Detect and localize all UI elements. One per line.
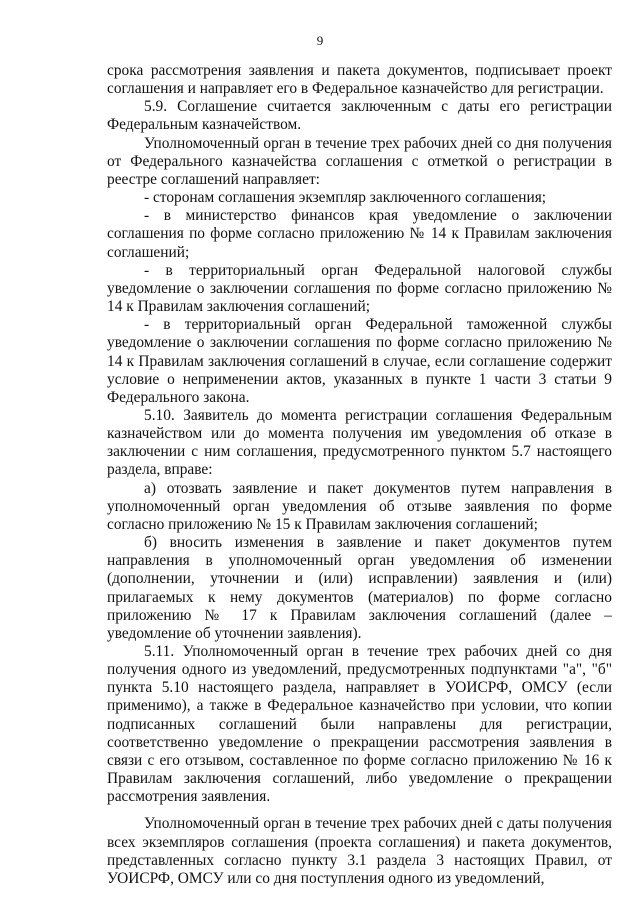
list-item: б) вносить изменения в заявление и пакет документов путем направления в уполномоченный орган уведомления об изменении (дополнении, уточнении и (или) исправлении) заявления и (или) прилагаемых к нему документов (материалов) по форме согласно приложению № 17 к Правилам заключения соглашений (далее – уведомление об уточнении заявления). — [107, 534, 612, 642]
list-item: - в территориальный орган Федеральной таможенной службы уведомление о заключении соглашения по форме согласно приложению № 14 к Правилам заключения соглашений в случае, если соглашение содержит условие о неприменении актов, указанных в пункте 1 части 3 статьи 9 Федерального закона. — [107, 316, 612, 406]
list-item: - в территориальный орган Федеральной налоговой службы уведомление о заключении соглашения по форме согласно приложению № 14 к Правилам заключения соглашений; — [107, 261, 612, 316]
paragraph: 5.11. Уполномоченный орган в течение трех рабочих дней со дня получения одного из уведомлений, предусмотренных подпунктами "а", "б" пункта 5.10 настоящего раздела, направляет в УОИСРФ, ОМСУ (если применимо), а также в Федеральное казначейство при условии, что копии подписанных соглашений были направлены для регистрации, соответственно уведомление о прекращении рассмотрения заявления в связи с его отзывом, составленное по форме согласно приложению № 16 к Правилам заключения соглашений, либо уведомление о прекращении рассмотрения заявления. — [107, 643, 612, 806]
paragraph: 5.10. Заявитель до момента регистрации соглашения Федеральным казначейством или до момента получения им уведомления об отказе в заключении с ним соглашения, предусмотренного пунктом 5.7 настоящего раздела, вправе: — [107, 406, 612, 479]
paragraph: Уполномоченный орган в течение трех рабочих дней со дня получения от Федерального казначейства соглашения с отметкой о регистрации в реестре соглашений направляет: — [107, 134, 612, 188]
paragraph: срока рассмотрения заявления и пакета документов, подписывает проект соглашения и направляет его в Федеральное казначейство для регистрации. — [107, 62, 612, 98]
document-body — [107, 62, 612, 888]
list-item: - в министерство финансов края уведомление о заключении соглашения по форме согласно приложению № 14 к Правилам заключения соглашений; — [107, 207, 612, 261]
paragraph: Уполномоченный орган в течение трех рабочих дней с даты получения всех экземпляров соглашения (проекта соглашения) и пакета документов, представленных согласно пункту 3.1 раздела 3 настоящих Правил, от УОИСРФ, ОМСУ или со дня поступления одного из уведомлений, — [107, 815, 612, 887]
list-item: а) отозвать заявление и пакет документов путем направления в уполномоченный орган уведомления об отзыве заявления по форме согласно приложению № 15 к Правилам заключения соглашений; — [107, 479, 612, 533]
page-number: 9 — [316, 33, 324, 48]
list-item: - сторонам соглашения экземпляр заключенного соглашения; — [144, 189, 547, 207]
paragraph: 5.9. Соглашение считается заключенным с даты его регистрации Федеральным казначейством. — [107, 98, 612, 134]
